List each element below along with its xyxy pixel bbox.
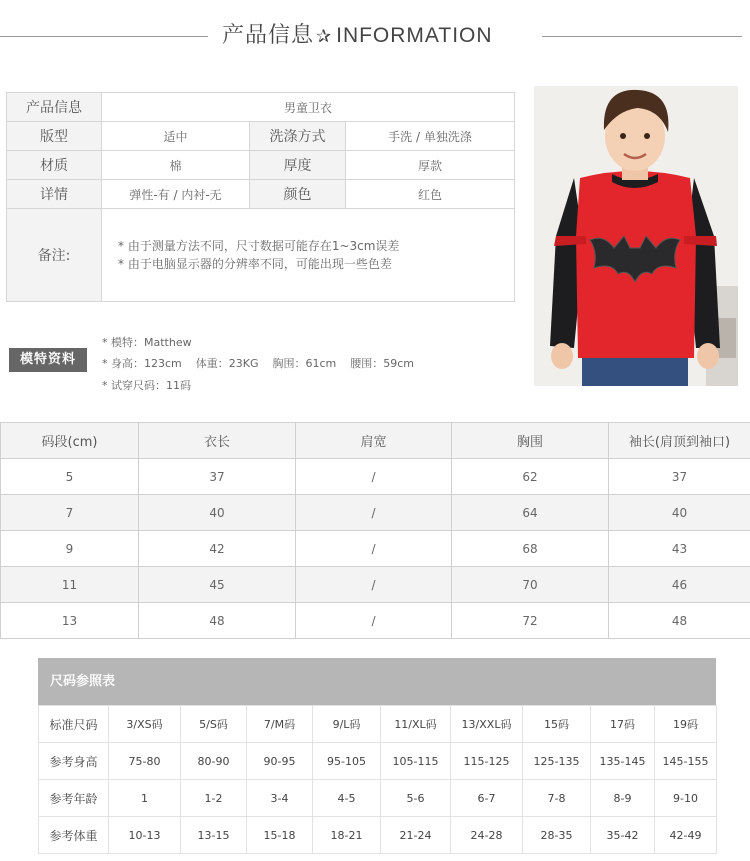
table-cell: 9 <box>1 531 139 567</box>
table-cell: 125-135 <box>523 743 591 780</box>
size-table-header <box>1 423 750 459</box>
table-cell: 80-90 <box>181 743 247 780</box>
info-value: 手洗 / 单独洗涤 <box>346 122 515 151</box>
size-reference-title: 尺码参照表 <box>38 658 716 705</box>
table-cell: 145-155 <box>655 743 717 780</box>
table-cell: 48 <box>609 603 750 639</box>
title-cn: 产品信息 <box>222 23 315 48</box>
table-cell: 3-4 <box>247 780 313 817</box>
table-row <box>1 603 750 639</box>
table-cell: 95-105 <box>313 743 381 780</box>
note-content <box>102 209 515 302</box>
model-chest: 胸围：61cm <box>272 357 337 370</box>
table-cell: 42 <box>139 531 296 567</box>
table-cell: 45 <box>139 567 296 603</box>
table-cell: 7-8 <box>523 780 591 817</box>
table-cell: 72 <box>452 603 609 639</box>
info-value: 男童卫衣 <box>102 93 515 122</box>
table-cell: 8-9 <box>591 780 655 817</box>
note-row <box>7 209 515 302</box>
info-value: 厚款 <box>346 151 515 180</box>
table-cell: 64 <box>452 495 609 531</box>
model-weight: 体重：23KG <box>195 357 259 370</box>
table-cell: / <box>296 567 452 603</box>
table-cell: 13 <box>1 603 139 639</box>
header-cell: 肩宽 <box>296 423 452 459</box>
table-cell: 15-18 <box>247 817 313 854</box>
table-cell: 21-24 <box>381 817 451 854</box>
table-cell: / <box>296 459 452 495</box>
table-cell: 1 <box>109 780 181 817</box>
info-row <box>7 180 515 209</box>
table-cell: 43 <box>609 531 750 567</box>
table-row <box>1 459 750 495</box>
table-row <box>39 817 717 854</box>
table-row <box>1 531 750 567</box>
info-label: 版型 <box>7 122 102 151</box>
table-cell: 105-115 <box>381 743 451 780</box>
table-row <box>39 706 717 743</box>
model-photo-illustration <box>534 86 738 386</box>
info-label: 洗涤方式 <box>250 122 346 151</box>
table-cell: 9-10 <box>655 780 717 817</box>
table-cell: 6-7 <box>451 780 523 817</box>
table-cell: 5-6 <box>381 780 451 817</box>
star-icon: ✰ <box>316 26 333 47</box>
table-cell: 68 <box>452 531 609 567</box>
info-row <box>7 93 515 122</box>
info-label: 材质 <box>7 151 102 180</box>
section-title <box>222 18 493 49</box>
row-label: 参考年龄 <box>39 780 109 817</box>
table-cell: 70 <box>452 567 609 603</box>
table-cell: 1-2 <box>181 780 247 817</box>
model-photo <box>534 86 738 386</box>
table-cell: 9/L码 <box>313 706 381 743</box>
size-reference-table <box>38 705 717 854</box>
info-row <box>7 122 515 151</box>
table-cell: 90-95 <box>247 743 313 780</box>
table-cell: / <box>296 495 452 531</box>
model-badge: 模特资料 <box>9 348 87 372</box>
row-label: 参考身高 <box>39 743 109 780</box>
table-cell: 135-145 <box>591 743 655 780</box>
table-cell: 11 <box>1 567 139 603</box>
table-cell: 17码 <box>591 706 655 743</box>
table-cell: 18-21 <box>313 817 381 854</box>
table-cell: 62 <box>452 459 609 495</box>
info-label: 厚度 <box>250 151 346 180</box>
header-cell: 袖长(肩顶到袖口) <box>609 423 750 459</box>
table-cell: 42-49 <box>655 817 717 854</box>
table-cell: 11/XL码 <box>381 706 451 743</box>
table-cell: 13/XXL码 <box>451 706 523 743</box>
size-reference <box>38 658 716 854</box>
info-label: 颜色 <box>250 180 346 209</box>
header-rule-left <box>0 36 208 37</box>
header-cell: 码段(cm) <box>1 423 139 459</box>
table-cell: 5 <box>1 459 139 495</box>
table-row <box>1 567 750 603</box>
info-row <box>7 151 515 180</box>
table-cell: 37 <box>609 459 750 495</box>
model-waist: 腰围：59cm <box>350 357 415 370</box>
model-name: * 模特：Matthew <box>102 336 192 349</box>
table-cell: 24-28 <box>451 817 523 854</box>
table-row <box>39 780 717 817</box>
header-cell: 衣长 <box>139 423 296 459</box>
info-label: 详情 <box>7 180 102 209</box>
info-value: 红色 <box>346 180 515 209</box>
model-height: * 身高：123cm <box>102 357 182 370</box>
title-en: INFORMATION <box>336 24 493 47</box>
table-cell: 7 <box>1 495 139 531</box>
table-cell: 40 <box>609 495 750 531</box>
table-cell: 19码 <box>655 706 717 743</box>
row-label: 标准尺码 <box>39 706 109 743</box>
table-cell: 40 <box>139 495 296 531</box>
table-cell: 75-80 <box>109 743 181 780</box>
table-cell: 5/S码 <box>181 706 247 743</box>
info-label: 产品信息 <box>7 93 102 122</box>
table-cell: 10-13 <box>109 817 181 854</box>
table-cell: 46 <box>609 567 750 603</box>
info-value: 适中 <box>102 122 250 151</box>
table-cell: 37 <box>139 459 296 495</box>
table-cell: 28-35 <box>523 817 591 854</box>
info-value: 棉 <box>102 151 250 180</box>
note-line: * 由于测量方法不同，尺寸数据可能存在1~3cm误差 <box>118 239 400 253</box>
model-measurements <box>102 355 428 371</box>
note-label: 备注: <box>7 209 102 302</box>
table-cell: 15码 <box>523 706 591 743</box>
table-cell: 13-15 <box>181 817 247 854</box>
table-cell: 48 <box>139 603 296 639</box>
header-cell: 胸围 <box>452 423 609 459</box>
product-info-table <box>6 92 515 302</box>
table-cell: 35-42 <box>591 817 655 854</box>
size-table <box>0 422 750 639</box>
table-row <box>1 495 750 531</box>
table-cell: 3/XS码 <box>109 706 181 743</box>
table-cell: 4-5 <box>313 780 381 817</box>
note-line: * 由于电脑显示器的分辨率不同，可能出现一些色差 <box>118 257 392 271</box>
table-cell: 115-125 <box>451 743 523 780</box>
row-label: 参考体重 <box>39 817 109 854</box>
info-value: 弹性-有 / 内衬-无 <box>102 180 250 209</box>
table-row <box>39 743 717 780</box>
table-cell: / <box>296 603 452 639</box>
model-trial-size: * 试穿尺码：11码 <box>102 379 191 392</box>
table-cell: / <box>296 531 452 567</box>
header-rule-right <box>542 36 742 37</box>
table-cell: 7/M码 <box>247 706 313 743</box>
